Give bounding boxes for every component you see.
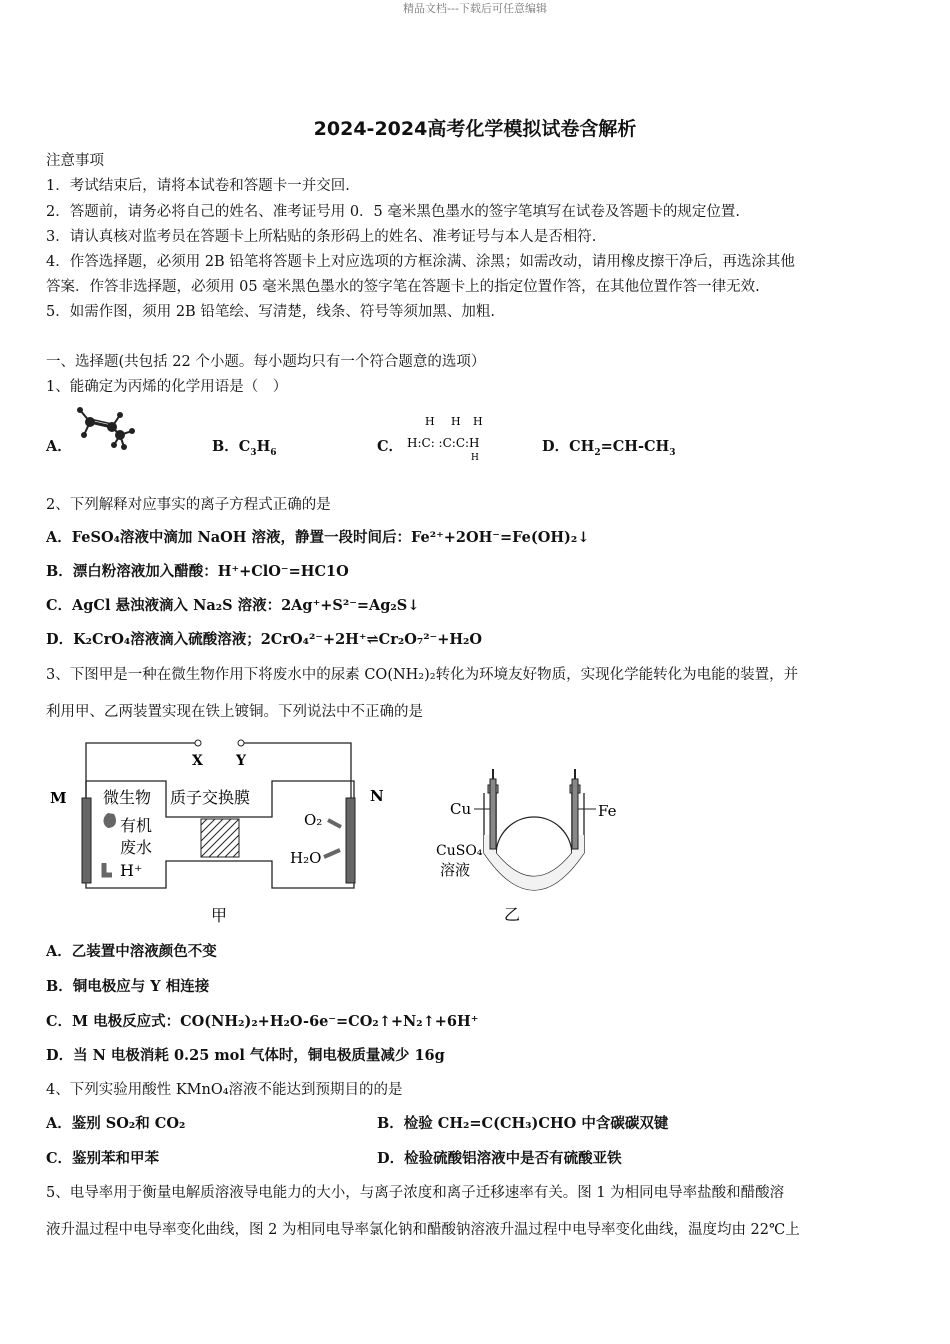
q1-option-c: C． [377, 438, 404, 455]
electron-formula [405, 414, 505, 462]
q2-stem: 2、下列解释对应事实的离子方程式正确的是 [46, 497, 331, 513]
svg-text:微生物: 微生物 [103, 788, 152, 807]
svg-text:O₂: O₂ [304, 811, 323, 829]
q4-option-b: B．检验 CH₂=C(CH₃)CHO 中含碳碳双键 [377, 1115, 669, 1132]
notice-item-5: 5．如需作图，须用 2B 铅笔绘、写清楚，线条、符号等须加黑、加粗. [46, 304, 495, 320]
page-title: 2024-2024高考化学模拟试卷含解析 [313, 118, 637, 140]
svg-text:H: H [425, 415, 435, 428]
svg-text:质子交换膜: 质子交换膜 [170, 788, 251, 807]
q3-stem-line2: 利用甲、乙两装置实现在铁上镀铜。下列说法中不正确的是 [46, 704, 423, 720]
notice-item-1: 1．考试结束后，请将本试卷和答题卡一并交回. [46, 178, 350, 194]
svg-text:Cu: Cu [450, 800, 472, 818]
q1-stem: 1、能确定为丙烯的化学用语是（ ） [46, 379, 288, 395]
svg-text:H₂O: H₂O [290, 849, 322, 867]
q2-option-a: A．FeSO₄溶液中滴加 NaOH 溶液，静置一段时间后：Fe²⁺+2OH⁻=Fe(OH)₂↓ [46, 529, 590, 546]
q4-option-a: A．鉴别 SO₂和 CO₂ [46, 1115, 186, 1132]
svg-text:H: H [473, 415, 483, 428]
svg-text:废水: 废水 [120, 838, 153, 857]
svg-text:溶液: 溶液 [440, 861, 471, 879]
notice-item-2: 2．答题前，请务必将自己的姓名、准考证号用 0．5 毫米黑色墨水的签字笔填写在试卷及答题卡的规定位置. [46, 204, 740, 220]
q5-stem-line1: 5、电导率用于衡量电解质溶液导电能力的大小，与离子浓度和离子迁移速率有关。图 1 为相同电导率盐酸和醋酸溶 [46, 1185, 785, 1201]
svg-text:有机: 有机 [120, 816, 153, 835]
notice-item-3: 3．请认真核对监考员在答题卡上所粘贴的条形码上的姓名、准考证号与本人是否相符. [46, 229, 597, 245]
section-heading: 一、选择题(共包括 22 个小题。每小题均只有一个符合题意的选项） [46, 354, 486, 370]
q2-option-c: C．AgCl 悬浊液滴入 Na₂S 溶液：2Ag⁺+S²⁻=Ag₂S↓ [46, 597, 420, 614]
q1-option-b: B．$C_3H_6$ [212, 438, 277, 458]
q1-option-d: D．$CH_2=CH-CH_3$ [542, 438, 676, 458]
svg-text:H: H [451, 415, 461, 428]
q3-option-b: B．铜电极应与 Y 相连接 [46, 978, 210, 995]
svg-text:H⁺: H⁺ [120, 861, 143, 880]
q3-option-c: C．M 电极反应式：CO(NH₂)₂+H₂O-6e⁻=CO₂↑+N₂↑+6H⁺ [46, 1013, 479, 1030]
svg-text:乙: 乙 [504, 905, 521, 924]
notice-item-4: 4．作答选择题，必须用 2B 铅笔将答题卡上对应选项的方框涂满、涂黑；如需改动，请用橡皮擦干净后，再选涂其他 [46, 254, 795, 270]
svg-text:H:C: :C:C:H: H:C: :C:C:H [407, 436, 480, 450]
q4-option-d: D．检验硫酸铝溶液中是否有硫酸亚铁 [377, 1150, 622, 1167]
svg-text:甲: 甲 [211, 906, 228, 925]
notice-heading: 注意事项 [46, 153, 104, 169]
q5-stem-line2: 液升温过程中电导率变化曲线，图 2 为相同电导率氯化钠和醋酸钠溶液升温过程中电导率变化曲线，温度均由 22℃上 [46, 1222, 800, 1238]
q3-option-a: A．乙装置中溶液颜色不变 [46, 943, 217, 960]
svg-text:X: X [192, 753, 203, 769]
electrochem-figure [46, 735, 617, 930]
svg-text:Y: Y [236, 753, 246, 769]
svg-text:N: N [370, 787, 384, 805]
q4-stem: 4、下列实验用酸性 KMnO₄溶液不能达到预期目的的是 [46, 1082, 403, 1098]
notice-item-4-cont: 答案．作答非选择题，必须用 05 毫米黑色墨水的签字笔在答题卡上的指定位置作答，在其他位置作答一律无效. [46, 279, 760, 295]
watermark: 精品文档---下载后可任意编辑 [403, 2, 547, 15]
svg-text:H: H [471, 453, 479, 463]
ball-stick-model [70, 405, 145, 455]
q3-option-d: D．当 N 电极消耗 0.25 mol 气体时，铜电极质量减少 16g [46, 1047, 445, 1064]
q2-option-b: B．漂白粉溶液加入醋酸：H⁺+ClO⁻=HC1O [46, 563, 349, 580]
q1-option-a: A． [46, 438, 72, 455]
svg-text:Fe: Fe [598, 802, 617, 820]
svg-text:M: M [50, 789, 67, 807]
q4-option-c: C．鉴别苯和甲苯 [46, 1150, 160, 1167]
svg-text:CuSO₄: CuSO₄ [436, 843, 483, 859]
q2-option-d: D．K₂CrO₄溶液滴入硫酸溶液；2CrO₄²⁻+2H⁺⇌Cr₂O₇²⁻+H₂O [46, 631, 483, 648]
q3-stem-line1: 3、下图甲是一种在微生物作用下将废水中的尿素 CO(NH₂)₂转化为环境友好物质，实现化学能转化为电能的装置，并 [46, 667, 799, 683]
